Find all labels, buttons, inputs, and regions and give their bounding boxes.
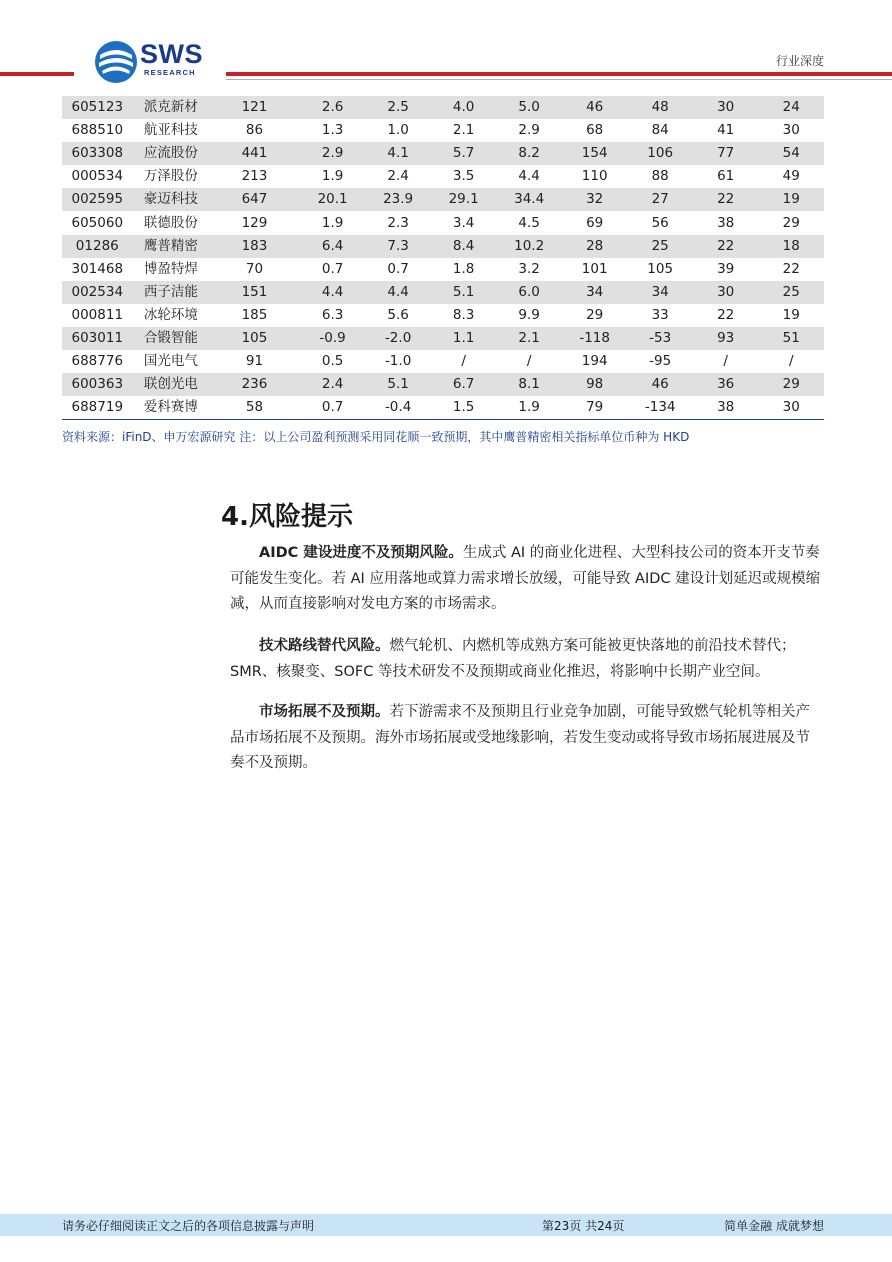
- cell-market-cap: 58: [209, 396, 300, 420]
- cell-eps-1: 0.7: [300, 396, 366, 420]
- cell-pe-1: 79: [562, 396, 628, 420]
- cell-stock-code: 603011: [62, 327, 133, 350]
- cell-market-cap: 105: [209, 327, 300, 350]
- risk-paragraph-aidc: [230, 541, 824, 618]
- cell-eps-3: 3.4: [452, 214, 475, 231]
- cell-pe-2: -95: [649, 353, 672, 370]
- cell-pe-2: 105: [647, 260, 674, 277]
- cell-pe-4: 49: [782, 168, 800, 185]
- cell-eps-3: 2.1: [452, 122, 475, 139]
- table-row: [62, 373, 824, 396]
- cell-eps-4: 4.5: [518, 214, 540, 231]
- risk-paragraph-market: [230, 700, 824, 777]
- cell-pe-1: 110: [581, 168, 608, 185]
- cell-eps-2: 7.3: [365, 235, 431, 258]
- cell-pe-2: 84: [651, 122, 669, 139]
- cell-pe-3: 22: [693, 188, 759, 211]
- cell-pe-4: 24: [758, 96, 824, 119]
- cell-eps-2: 0.7: [387, 260, 409, 277]
- cell-stock-code: 000811: [71, 306, 124, 323]
- risk-body: 燃气轮机、内燃机等成熟方案可能被更快落地的前沿技术替代；SMR、核聚变、SOFC 等技术研发不及预期或商业化推迟，将影响中长期产业空间。: [230, 638, 796, 680]
- cell-eps-3: 8.4: [431, 235, 497, 258]
- cell-pe-4: 19: [782, 306, 800, 323]
- cell-eps-4: 8.2: [496, 142, 562, 165]
- cell-pe-4: 29: [782, 214, 800, 231]
- cell-pe-2: 33: [651, 306, 669, 323]
- cell-eps-4: 10.2: [496, 235, 562, 258]
- cell-stock-name: 航亚科技: [143, 122, 198, 139]
- cell-stock-name: 西子洁能: [133, 281, 210, 304]
- cell-market-cap: 151: [209, 281, 300, 304]
- cell-pe-3: 22: [717, 306, 735, 323]
- cell-stock-name: 万泽股份: [143, 168, 198, 185]
- cell-eps-2: -1.0: [384, 353, 412, 370]
- cell-pe-1: 194: [581, 353, 608, 370]
- cell-pe-3: 30: [693, 281, 759, 304]
- cell-market-cap: 236: [209, 373, 300, 396]
- cell-eps-2: 5.1: [365, 373, 431, 396]
- cell-eps-4: 1.9: [496, 396, 562, 420]
- cell-eps-4: 34.4: [496, 188, 562, 211]
- cell-eps-2: 4.4: [365, 281, 431, 304]
- cell-stock-name: 鹰普精密: [133, 235, 210, 258]
- cell-eps-4: 6.0: [496, 281, 562, 304]
- risk-body: 生成式 AI 的商业化进程、大型科技公司的资本开支节奏可能发生变化。若 AI 应用落地或算力需求增长放缓，可能导致 AIDC 建设计划延迟或规模缩减，从而直接影响对发电方案的市场需求。: [230, 545, 821, 612]
- cell-eps-2: 2.4: [387, 168, 409, 185]
- cell-stock-code: 605123: [62, 96, 133, 119]
- cell-pe-3: 77: [693, 142, 759, 165]
- table-row: [62, 396, 824, 420]
- cell-pe-1: 46: [562, 96, 628, 119]
- table-row: [62, 142, 824, 165]
- cell-pe-2: 25: [627, 235, 693, 258]
- cell-stock-code: 603308: [62, 142, 133, 165]
- cell-stock-name: 派克新材: [133, 96, 210, 119]
- cell-stock-code: 688776: [71, 353, 124, 370]
- risk-paragraph-tech: [230, 634, 824, 685]
- cell-stock-code: 600363: [62, 373, 133, 396]
- cell-stock-name: 博盈特焊: [143, 260, 198, 277]
- cell-pe-3: 41: [717, 122, 735, 139]
- sws-logo-icon: [94, 40, 138, 84]
- cell-eps-3: 5.1: [431, 281, 497, 304]
- cell-stock-code: 002534: [62, 281, 133, 304]
- logo-wordmark: SWS: [140, 39, 204, 69]
- cell-eps-1: 1.3: [321, 122, 344, 139]
- cell-market-cap: 185: [241, 306, 268, 323]
- cell-pe-1: 69: [586, 214, 604, 231]
- logo-subtext: RESEARCH: [144, 68, 196, 77]
- source-note: 资料来源：iFinD、申万宏源研究 注：以上公司盈利预测采用同花顺一致预期，其中鹰普精密相关指标单位币种为 HKD: [62, 430, 690, 444]
- cell-eps-2: 4.1: [365, 142, 431, 165]
- cell-pe-4: 22: [782, 260, 800, 277]
- cell-pe-3: 30: [693, 96, 759, 119]
- table-row: [62, 96, 824, 119]
- cell-eps-3: 8.3: [452, 306, 475, 323]
- cell-pe-2: -134: [627, 396, 693, 420]
- cell-eps-1: 2.9: [300, 142, 366, 165]
- cell-eps-1: -0.9: [300, 327, 366, 350]
- cell-market-cap: 70: [245, 260, 264, 277]
- page-number: 第23页 共24页: [542, 1219, 625, 1233]
- table-row: [62, 165, 824, 188]
- cell-eps-4: 4.4: [518, 168, 540, 185]
- table-row: [62, 327, 824, 350]
- cell-pe-2: 106: [627, 142, 693, 165]
- cell-pe-4: 25: [758, 281, 824, 304]
- cell-eps-1: 20.1: [300, 188, 366, 211]
- cell-pe-4: 18: [758, 235, 824, 258]
- page-footer: [0, 1214, 892, 1236]
- cell-pe-4: 30: [758, 396, 824, 420]
- cell-pe-1: 29: [586, 306, 604, 323]
- cell-eps-3: 1.8: [452, 260, 475, 277]
- cell-eps-4: /: [526, 353, 532, 370]
- header-rule-left: [0, 72, 74, 76]
- cell-stock-code: 01286: [62, 235, 133, 258]
- cell-market-cap: 441: [209, 142, 300, 165]
- cell-eps-4: 3.2: [518, 260, 540, 277]
- cell-eps-3: 1.5: [431, 396, 497, 420]
- cell-eps-1: 1.9: [321, 168, 344, 185]
- cell-eps-2: 1.0: [387, 122, 409, 139]
- cell-pe-2: 88: [651, 168, 669, 185]
- cell-eps-1: 6.3: [321, 306, 344, 323]
- cell-eps-1: 2.6: [300, 96, 366, 119]
- cell-pe-1: 101: [581, 260, 608, 277]
- cell-pe-1: 98: [562, 373, 628, 396]
- cell-market-cap: 121: [209, 96, 300, 119]
- cell-stock-name: 合锻智能: [133, 327, 210, 350]
- cell-eps-2: 23.9: [365, 188, 431, 211]
- cell-pe-2: -53: [627, 327, 693, 350]
- cell-eps-1: 4.4: [300, 281, 366, 304]
- cell-eps-4: 5.0: [496, 96, 562, 119]
- cell-stock-name: 冰轮环境: [143, 306, 198, 323]
- cell-eps-4: 8.1: [496, 373, 562, 396]
- cell-pe-4: /: [788, 353, 794, 370]
- cell-market-cap: 647: [209, 188, 300, 211]
- risk-heading: AIDC 建设进度不及预期风险。: [259, 545, 463, 561]
- cell-eps-3: 29.1: [431, 188, 497, 211]
- table-row: [62, 350, 824, 373]
- cell-pe-3: 61: [717, 168, 735, 185]
- cell-market-cap: 213: [241, 168, 268, 185]
- page-header: [0, 0, 892, 96]
- disclaimer-note: 请务必仔细阅读正文之后的各项信息披露与声明: [62, 1219, 315, 1233]
- cell-stock-code: 301468: [71, 260, 124, 277]
- cell-pe-3: 39: [717, 260, 735, 277]
- cell-eps-2: 5.6: [387, 306, 409, 323]
- cell-stock-code: 688719: [62, 396, 133, 420]
- cell-pe-2: 46: [627, 373, 693, 396]
- cell-pe-1: 28: [562, 235, 628, 258]
- cell-pe-1: -118: [562, 327, 628, 350]
- cell-eps-2: -2.0: [365, 327, 431, 350]
- cell-eps-3: 5.7: [431, 142, 497, 165]
- cell-eps-3: 4.0: [431, 96, 497, 119]
- cell-pe-3: 93: [693, 327, 759, 350]
- table-row: [62, 258, 824, 281]
- cell-stock-code: 000534: [71, 168, 124, 185]
- cell-eps-1: 2.4: [300, 373, 366, 396]
- cell-stock-name: 联德股份: [143, 214, 198, 231]
- valuation-table: [62, 96, 824, 420]
- table-row: [62, 281, 824, 304]
- cell-market-cap: 91: [245, 353, 264, 370]
- cell-stock-name: 应流股份: [133, 142, 210, 165]
- cell-eps-4: 2.9: [518, 122, 540, 139]
- cell-eps-3: 6.7: [431, 373, 497, 396]
- cell-pe-3: 38: [693, 396, 759, 420]
- cell-stock-code: 688510: [71, 122, 124, 139]
- table-row: [62, 235, 824, 258]
- sws-logo: [94, 40, 214, 84]
- cell-pe-3: /: [723, 353, 728, 370]
- table-row: [62, 188, 824, 211]
- cell-eps-1: 0.7: [321, 260, 344, 277]
- cell-pe-4: 30: [782, 122, 800, 139]
- cell-pe-2: 27: [627, 188, 693, 211]
- risk-body: 若下游需求不及预期且行业竞争加剧，可能导致燃气轮机等相关产品市场拓展不及预期。海外市场拓展或受地缘影响，若发生变动或将导致市场拓展进展及节奏不及预期。: [230, 704, 810, 771]
- cell-pe-4: 51: [758, 327, 824, 350]
- cell-pe-4: 19: [758, 188, 824, 211]
- cell-eps-1: 1.9: [321, 214, 344, 231]
- header-rule-right: [226, 72, 892, 76]
- cell-market-cap: 183: [209, 235, 300, 258]
- cell-pe-3: 38: [717, 214, 735, 231]
- cell-pe-4: 54: [758, 142, 824, 165]
- cell-stock-name: 联创光电: [133, 373, 210, 396]
- cell-eps-3: /: [461, 353, 466, 370]
- cell-eps-2: -0.4: [365, 396, 431, 420]
- cell-pe-2: 56: [651, 214, 669, 231]
- cell-eps-1: 6.4: [300, 235, 366, 258]
- cell-market-cap: 129: [241, 214, 268, 231]
- cell-pe-1: 34: [562, 281, 628, 304]
- cell-eps-3: 3.5: [452, 168, 475, 185]
- cell-eps-2: 2.3: [387, 214, 409, 231]
- cell-eps-3: 1.1: [431, 327, 497, 350]
- header-rule-thin: [226, 79, 892, 80]
- risk-heading: 市场拓展不及预期。: [259, 704, 390, 720]
- cell-stock-code: 605060: [71, 214, 124, 231]
- cell-eps-4: 2.1: [496, 327, 562, 350]
- cell-pe-3: 22: [693, 235, 759, 258]
- table-row: [62, 304, 824, 327]
- cell-stock-name: 豪迈科技: [133, 188, 210, 211]
- cell-eps-1: 0.5: [321, 353, 344, 370]
- cell-stock-name: 爱科赛博: [133, 396, 210, 420]
- report-category: 行业深度: [775, 54, 824, 68]
- table-row: [62, 119, 824, 142]
- cell-pe-3: 36: [693, 373, 759, 396]
- cell-pe-1: 68: [586, 122, 604, 139]
- cell-pe-1: 154: [562, 142, 628, 165]
- cell-pe-2: 34: [627, 281, 693, 304]
- section-title: 4.风险提示: [221, 502, 353, 532]
- cell-pe-1: 32: [562, 188, 628, 211]
- cell-stock-name: 国光电气: [143, 353, 198, 370]
- cell-stock-code: 002595: [62, 188, 133, 211]
- cell-market-cap: 86: [245, 122, 264, 139]
- footer-slogan: 简单金融 成就梦想: [724, 1219, 824, 1233]
- cell-pe-4: 29: [758, 373, 824, 396]
- cell-eps-2: 2.5: [365, 96, 431, 119]
- table-row: [62, 211, 824, 234]
- cell-eps-4: 9.9: [518, 306, 540, 323]
- cell-pe-2: 48: [627, 96, 693, 119]
- risk-heading: 技术路线替代风险。: [259, 638, 390, 654]
